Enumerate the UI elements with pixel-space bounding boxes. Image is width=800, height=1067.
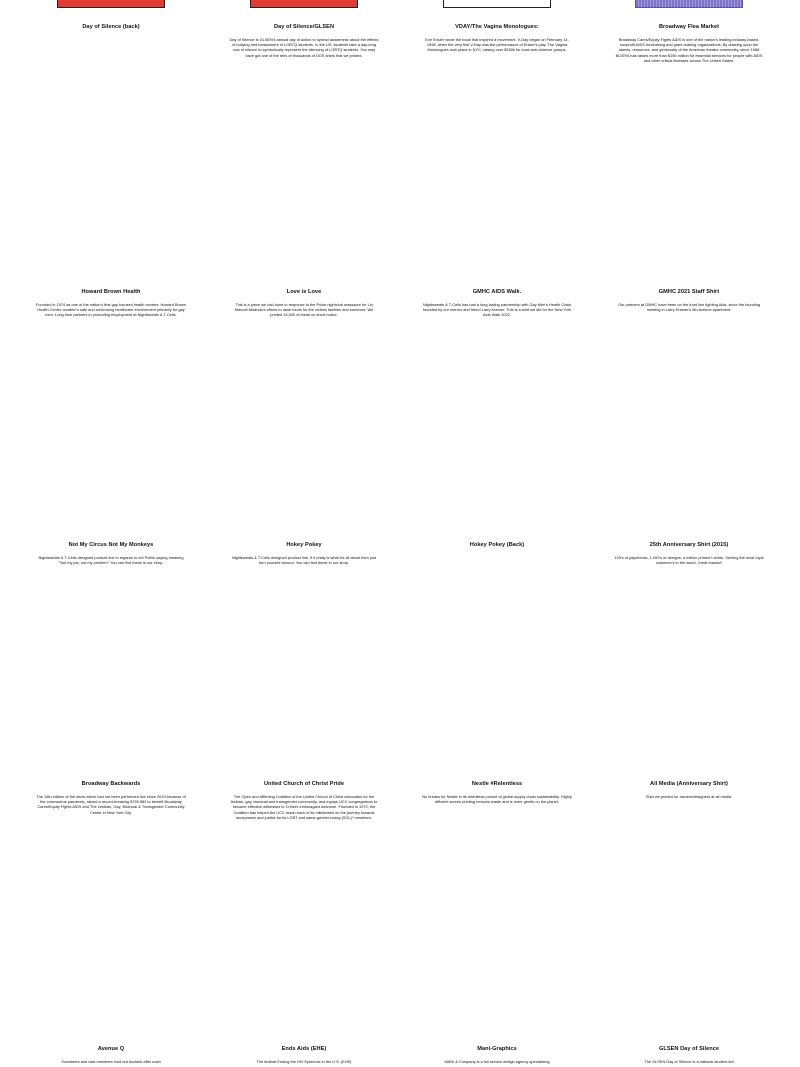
item-title[interactable]: Avenue Q [97,1046,125,1052]
gallery-item[interactable] [422,542,572,555]
item-title[interactable]: Ends Aids (EHE) [281,1046,327,1052]
item-title[interactable]: 25th Anniversary Shirt (2015) [649,542,729,548]
item-title[interactable]: Day of Silence/GLSEN [273,24,335,30]
item-title[interactable]: GMHC 2021 Staff Shirt [658,289,720,295]
gallery-item[interactable] [36,24,186,37]
gallery-item[interactable] [36,542,186,565]
item-title[interactable]: Love is Love [286,289,322,295]
item-description: MANI & Company is a full service design agency specializing [444,1059,550,1064]
tshirt-image-day-of-silence-back[interactable] [57,0,165,8]
gallery-item[interactable] [36,1046,186,1064]
item-description: The 15th edition of the show which had not been performed live since 2019 because of the coronavirus pandemic, raised a record-breaking $759,582 to benefit Broadway Cares/Equity Fights AIDS and The Lesbian, Gay, Bisexual & Transgender Community Center in New York City. [36,794,186,815]
item-title[interactable]: Broadway Backwards [81,781,141,787]
gallery-item[interactable] [614,1046,764,1064]
gallery-item[interactable] [614,24,764,63]
item-title[interactable]: United Church of Christ Pride [263,781,345,787]
gallery-item[interactable] [229,542,379,565]
item-description: This is a piece we had done in response to the Pulse nightclub massacre for Lin Manuel-Miranda's efforts to raise funds for the victims families and survivors. We printed 15,000 of these on short notice. [234,302,374,318]
item-description: Shirt we printed for owners/designers at all media. [645,794,733,799]
gallery-item[interactable] [229,1046,379,1064]
gallery-item[interactable] [614,542,764,565]
item-description: The Open and Affirming Coalition of the United Church of Christ advocates for the lesbian, gay, bisexual and transgender community, and equips UCC congregations to become effective witnesses to Christ's extravagant welcome. Founded in 1972, the Coalition has helped the UCC reach each of its milestones on the journey towards acceptance and justice for its LGBT and same-gender-loving (SGL)* members. [230,794,378,820]
gallery-item[interactable] [614,289,764,312]
item-title[interactable]: Howard Brown Health [81,289,141,295]
item-description: Nightsweats & T-Cells designed product line, if it really is what it's all about then just turn yourself around. You can find these in our shop. [231,555,377,566]
tshirt-image-day-of-silence-glsen[interactable] [250,0,358,8]
item-description: 100's of paychecks, 1,000's of designs, a million printed t-shirts. Serving the most loyal customer's in the world, Great thanks!! [614,555,764,566]
item-title[interactable]: Not My Circus Not My Monkeys [68,542,154,548]
item-description: No breaks for Nestle in its relentless pursuit of global supply chain sustainability. Highly efficient screen printing reduces waste and is more gentle on the planet. [422,794,572,805]
gallery-item[interactable] [422,1046,572,1064]
item-title[interactable]: GLSEN Day of Silence [658,1046,720,1052]
item-title[interactable]: All Media (Anniversary Shirt) [650,781,728,787]
item-description: Founded in 1974 as one of the nation's first gay-focused health centers. Howard Brown Health Center created a safe and welcoming healthcare environment primarily for gay men. Long time partners in promoting employment at Nightsweats & T-Cells. [36,302,186,318]
gallery-item[interactable] [36,289,186,318]
item-title[interactable]: GMHC AIDS Walk. [472,289,522,295]
gallery-item[interactable] [36,781,186,815]
item-title[interactable]: Hokey Pokey [286,542,322,548]
item-title[interactable]: VDAY/The Vagina Monologues: [455,24,539,30]
item-description: Day of Silence is GLSEN's annual day of action to spread awareness about the effects of bullying and harassment of LGBTQ students. In the US, students take a day-long vow of silence to symbolically represent the silencing of LGBTQ students. You may have got one of the tees of thousands of DOS shirts that we printed. [229,37,379,58]
tshirt-image-vday[interactable] [443,0,551,8]
gallery-item[interactable] [422,289,572,318]
item-description: Nightsweats & T-Cells designed product line in regards to old Polish saying meaning "Not my job, not my problem" You can find these in our shop. [38,555,184,566]
item-description: Nightsweats & T-Cells has had a long lasting partnership with Gay Men's Health Crisis founded by our mentor and friend Larry Kramer. This is a shirt we did for the New York Aids Walk 2022. [422,302,572,318]
item-description: The GLSEN Day of Silence is a national student-led [644,1059,734,1064]
tshirt-image-broadway-flea-market[interactable] [635,0,743,8]
item-title[interactable]: Hokey Pokey (Back) [469,542,525,548]
item-title[interactable]: Nestle #Relentless [471,781,523,787]
item-description: Eve Ensler wrote the book that inspired a movement. V-Day began on February 14, 1998, when the very first V-Day was the performance of Ensler's play. The Vagina Monologues took place in NYC, raising over $250k for local anti-violence groups. [425,37,569,53]
item-title[interactable]: Day of Silence (back) [82,24,140,30]
item-description: Broadway Cares/Equity Fights AIDS is one of the nation's leading industry-based, nonprofit AIDS fundraising and grant-making organizations. By drawing upon the talents, resources, and generosity of the American theatre community, since 1988 BC/EFA has raised more than $195 million for essential services for people with AIDS and other critical illnesses across The United States. [615,37,763,63]
gallery-item[interactable] [229,781,379,820]
gallery-item[interactable] [422,781,572,804]
gallery-item[interactable] [614,781,764,799]
item-description: The federal Ending the HIV Epidemic in the U.S. (EHE) [256,1059,352,1064]
item-title[interactable]: Broadway Flea Market [658,24,720,30]
gallery-item[interactable] [229,289,379,318]
item-description: Volunteers and cast members hold red buckets after each [61,1059,161,1064]
gallery-item[interactable] [422,24,572,53]
item-title[interactable]: Mani-Graphics [477,1046,517,1052]
gallery-item[interactable] [229,24,379,58]
item-description: Our partners at GMHC have been on the front line fighting Aids, since the founding meeting in Larry Kramer's 5th Avenue apartment. [617,302,761,313]
